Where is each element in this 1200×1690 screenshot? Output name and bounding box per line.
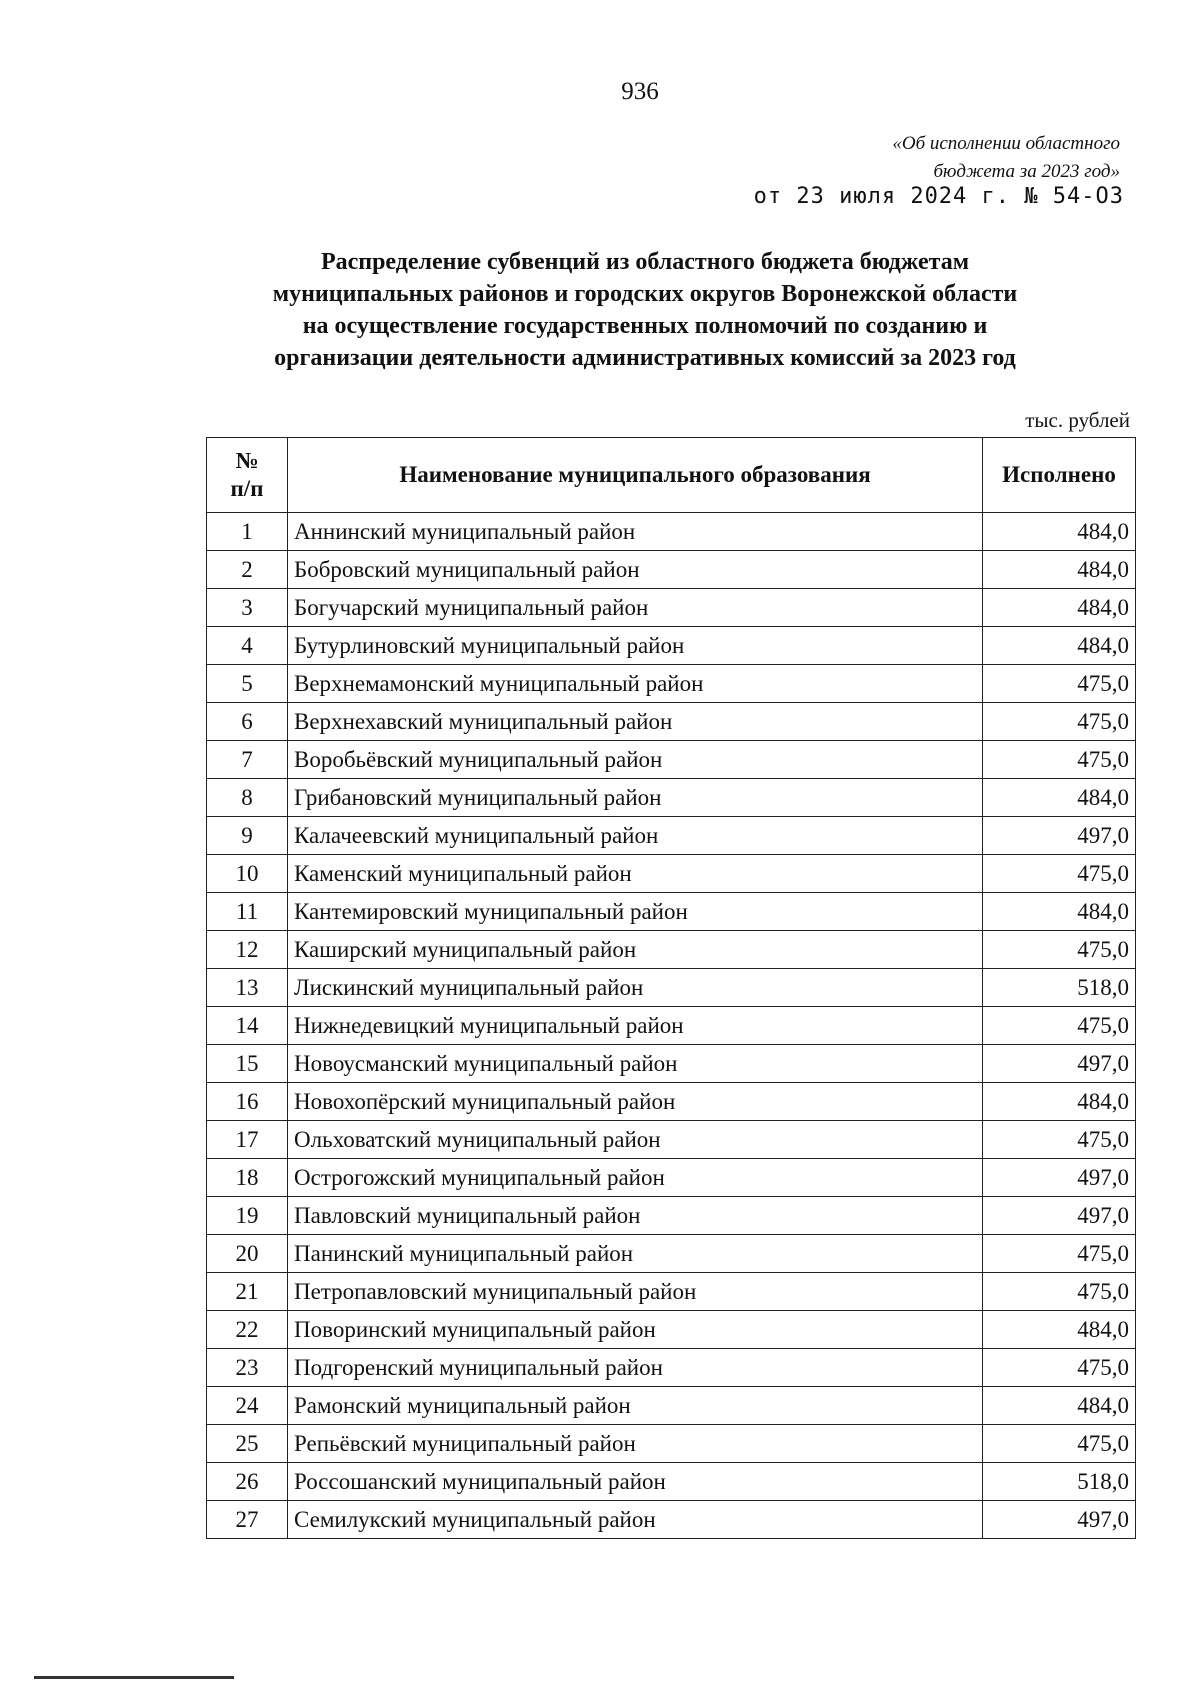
table-row — [207, 1235, 1136, 1273]
row-name: Грибановский муниципальный район — [288, 779, 983, 817]
row-name: Воробьёвский муниципальный район — [288, 741, 983, 779]
table-row — [207, 1045, 1136, 1083]
row-value: 475,0 — [983, 741, 1136, 779]
row-name: Россошанский муниципальный район — [288, 1463, 983, 1501]
row-value: 484,0 — [983, 1311, 1136, 1349]
law-reference-line-1: «Об исполнении областного — [892, 133, 1120, 154]
table-header-row — [207, 438, 1136, 513]
row-name: Новоусманский муниципальный район — [288, 1045, 983, 1083]
row-number: 1 — [207, 513, 288, 551]
table-row — [207, 1463, 1136, 1501]
row-value: 497,0 — [983, 1501, 1136, 1539]
row-value: 497,0 — [983, 1045, 1136, 1083]
row-value: 484,0 — [983, 551, 1136, 589]
row-value: 475,0 — [983, 1349, 1136, 1387]
row-value: 475,0 — [983, 1121, 1136, 1159]
table-row — [207, 551, 1136, 589]
row-value: 484,0 — [983, 1083, 1136, 1121]
row-number: 26 — [207, 1463, 288, 1501]
row-name: Кантемировский муниципальный район — [288, 893, 983, 931]
row-value: 484,0 — [983, 1387, 1136, 1425]
unit-label: тыс. рублей — [1025, 408, 1130, 432]
row-name: Поворинский муниципальный район — [288, 1311, 983, 1349]
row-number: 15 — [207, 1045, 288, 1083]
row-name: Панинский муниципальный район — [288, 1235, 983, 1273]
table-row — [207, 703, 1136, 741]
row-number: 18 — [207, 1159, 288, 1197]
row-value: 518,0 — [983, 969, 1136, 1007]
header-value: Исполнено — [983, 438, 1136, 513]
table-row — [207, 1311, 1136, 1349]
table-row — [207, 589, 1136, 627]
row-number: 27 — [207, 1501, 288, 1539]
document-title — [150, 246, 1140, 374]
table-row — [207, 1197, 1136, 1235]
row-name: Нижнедевицкий муниципальный район — [288, 1007, 983, 1045]
row-name: Репьёвский муниципальный район — [288, 1425, 983, 1463]
row-number: 20 — [207, 1235, 288, 1273]
table-row — [207, 1007, 1136, 1045]
law-reference-line-2: бюджета за 2023 год» — [933, 161, 1120, 182]
row-number: 23 — [207, 1349, 288, 1387]
row-value: 475,0 — [983, 1273, 1136, 1311]
table-row — [207, 513, 1136, 551]
table-row — [207, 1273, 1136, 1311]
row-number: 19 — [207, 1197, 288, 1235]
row-value: 484,0 — [983, 779, 1136, 817]
row-name: Ольховатский муниципальный район — [288, 1121, 983, 1159]
row-name: Аннинский муниципальный район — [288, 513, 983, 551]
row-number: 24 — [207, 1387, 288, 1425]
table-row — [207, 1425, 1136, 1463]
row-number: 13 — [207, 969, 288, 1007]
table-row — [207, 779, 1136, 817]
title-line-4: организации деятельности административных комиссий за 2023 год — [274, 345, 1016, 371]
row-value: 497,0 — [983, 1159, 1136, 1197]
row-name: Новохопёрский муниципальный район — [288, 1083, 983, 1121]
row-number: 17 — [207, 1121, 288, 1159]
title-line-1: Распределение субвенций из областного бюджета бюджетам — [320, 249, 970, 275]
row-value: 475,0 — [983, 931, 1136, 969]
table-row — [207, 1349, 1136, 1387]
row-number: 11 — [207, 893, 288, 931]
row-name: Рамонский муниципальный район — [288, 1387, 983, 1425]
header-number-line-1: № — [235, 448, 259, 473]
row-number: 12 — [207, 931, 288, 969]
title-line-2: муниципальных районов и городских округов Воронежской области — [272, 281, 1018, 307]
row-number: 4 — [207, 627, 288, 665]
row-name: Лискинский муниципальный район — [288, 969, 983, 1007]
row-value: 497,0 — [983, 817, 1136, 855]
row-number: 3 — [207, 589, 288, 627]
row-number: 6 — [207, 703, 288, 741]
row-name: Верхнехавский муниципальный район — [288, 703, 983, 741]
row-name: Петропавловский муниципальный район — [288, 1273, 983, 1311]
table-row — [207, 1083, 1136, 1121]
row-number: 9 — [207, 817, 288, 855]
table-row — [207, 1387, 1136, 1425]
row-value: 475,0 — [983, 1425, 1136, 1463]
row-number: 5 — [207, 665, 288, 703]
page-number — [0, 78, 1200, 106]
row-name: Верхнемамонский муниципальный район — [288, 665, 983, 703]
table-row — [207, 893, 1136, 931]
row-number: 8 — [207, 779, 288, 817]
table-row — [207, 817, 1136, 855]
row-value: 497,0 — [983, 1197, 1136, 1235]
row-value: 475,0 — [983, 1235, 1136, 1273]
row-name: Каширский муниципальный район — [288, 931, 983, 969]
row-name: Острогожский муниципальный район — [288, 1159, 983, 1197]
table-row — [207, 855, 1136, 893]
row-value: 484,0 — [983, 513, 1136, 551]
subvention-table — [206, 437, 1136, 1539]
row-number: 2 — [207, 551, 288, 589]
footer-rule — [34, 1676, 234, 1679]
row-number: 22 — [207, 1311, 288, 1349]
table-row — [207, 969, 1136, 1007]
table-row — [207, 931, 1136, 969]
row-name: Калачеевский муниципальный район — [288, 817, 983, 855]
table-row — [207, 1501, 1136, 1539]
row-name: Бутурлиновский муниципальный район — [288, 627, 983, 665]
row-value: 475,0 — [983, 1007, 1136, 1045]
row-name: Каменский муниципальный район — [288, 855, 983, 893]
table-row — [207, 1159, 1136, 1197]
table-row — [207, 665, 1136, 703]
table-row — [207, 627, 1136, 665]
table-body — [207, 513, 1136, 1539]
table-row — [207, 741, 1136, 779]
table-header — [207, 438, 1136, 513]
title-line-3: на осуществление государственных полномочий по созданию и — [302, 313, 988, 339]
table-row — [207, 1121, 1136, 1159]
row-number: 21 — [207, 1273, 288, 1311]
row-name: Богучарский муниципальный район — [288, 589, 983, 627]
row-number: 10 — [207, 855, 288, 893]
row-number: 7 — [207, 741, 288, 779]
row-value: 484,0 — [983, 589, 1136, 627]
row-name: Бобровский муниципальный район — [288, 551, 983, 589]
row-number: 25 — [207, 1425, 288, 1463]
row-number: 16 — [207, 1083, 288, 1121]
row-value: 475,0 — [983, 855, 1136, 893]
header-number-line-2: п/п — [230, 476, 264, 501]
row-value: 475,0 — [983, 665, 1136, 703]
row-value: 484,0 — [983, 893, 1136, 931]
law-date-stamp: от 23 июля 2024 г. № 54-ОЗ — [753, 184, 1124, 209]
row-name: Подгоренский муниципальный район — [288, 1349, 983, 1387]
header-number — [207, 438, 288, 513]
row-value: 475,0 — [983, 703, 1136, 741]
row-number: 14 — [207, 1007, 288, 1045]
law-reference — [892, 130, 1120, 186]
row-name: Семилукский муниципальный район — [288, 1501, 983, 1539]
row-value: 484,0 — [983, 627, 1136, 665]
row-name: Павловский муниципальный район — [288, 1197, 983, 1235]
header-name: Наименование муниципального образования — [288, 438, 983, 513]
page-number-text: 936 — [621, 78, 659, 105]
row-value: 518,0 — [983, 1463, 1136, 1501]
